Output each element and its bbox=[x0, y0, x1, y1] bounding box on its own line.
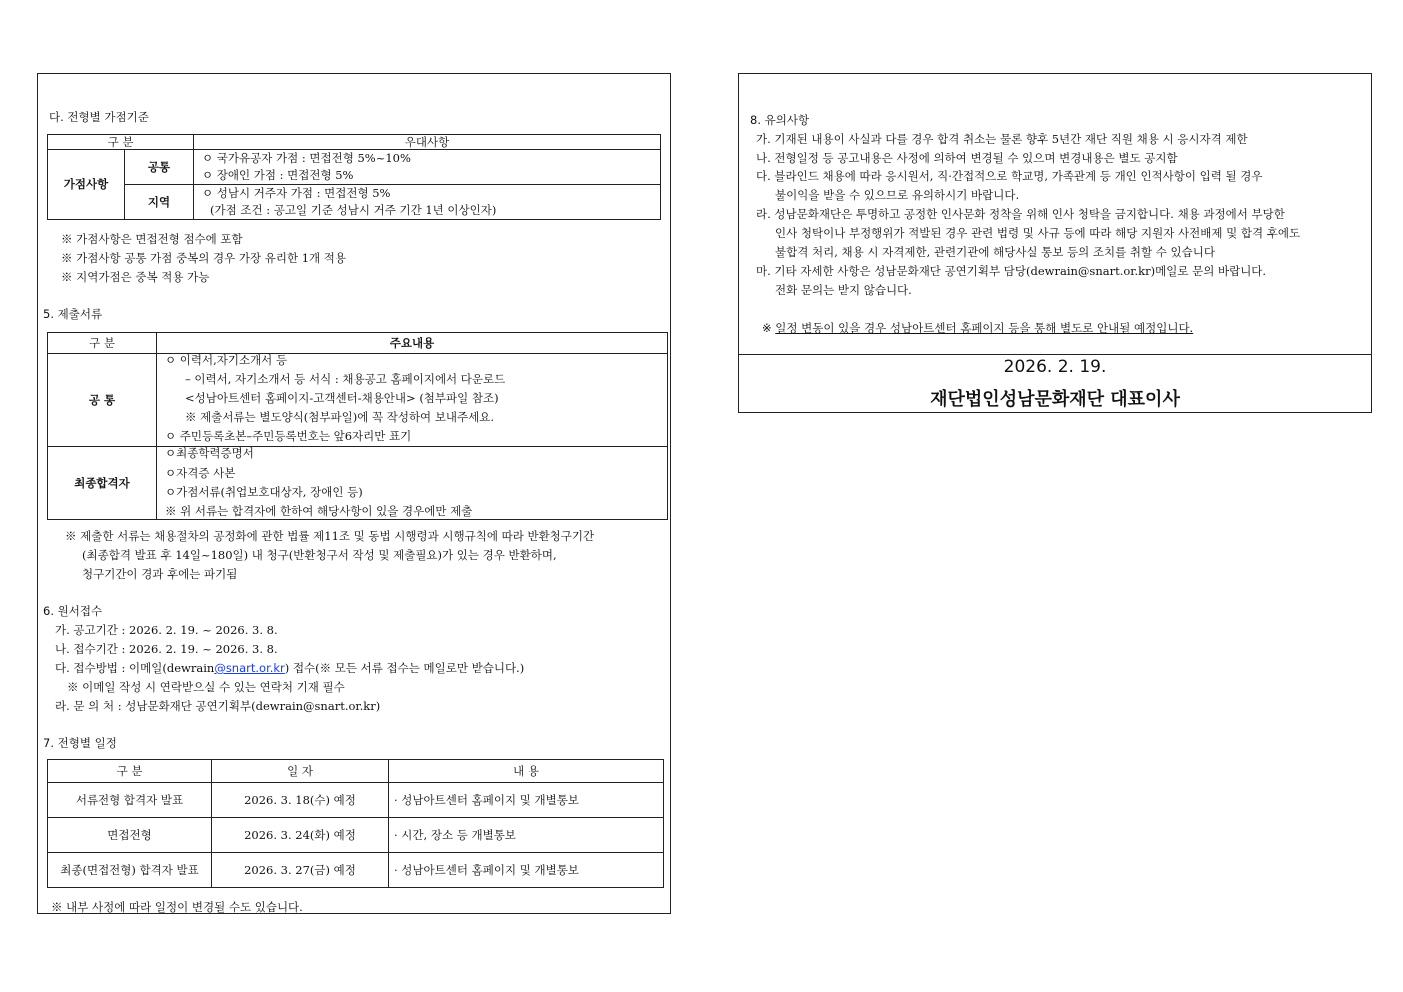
organization-signature: 재단법인성남문화재단 대표이사 bbox=[930, 389, 1180, 410]
bonus-note: ※ 가점사항은 면접전형 점수에 포함 bbox=[61, 232, 243, 246]
section-7-title: 7. 전형별 일정 bbox=[43, 736, 117, 750]
schedule-header-category: 구 분 bbox=[48, 760, 212, 783]
bonus-row-region-content bbox=[194, 185, 661, 220]
receipt-method-text: 다. 접수방법 : 이메일(dewrain bbox=[55, 661, 215, 675]
schedule-row bbox=[48, 853, 664, 888]
schedule-cell-content: · 시간, 장소 등 개별통보 bbox=[389, 818, 664, 853]
docs-note: ※ 제출한 서류는 채용절차의 공정화에 관한 법률 제11조 및 동법 시행령과 시행규칙에 따라 반환청구기간 bbox=[65, 529, 595, 543]
caution-line: 라. 성남문화재단은 투명하고 공정한 인사문화 정착을 위해 인사 청탁을 금지합니다. 채용 과정에서 부당한 bbox=[756, 207, 1285, 221]
docs-common-label: 공 통 bbox=[48, 354, 157, 447]
docs-common-line: ㅇ 이력서,자기소개서 등 bbox=[165, 353, 288, 367]
schedule-cell-date: 2026. 3. 24(화) 예정 bbox=[212, 818, 389, 853]
caution-line: 나. 전형일정 등 공고내용은 사정에 의하여 변경될 수 있으며 변경내용은 별도 공지함 bbox=[756, 151, 1178, 165]
notice-mark: ※ bbox=[762, 321, 776, 335]
section-d-title: 다. 전형별 가점기준 bbox=[49, 110, 149, 124]
receipt-method-text: ) 접수(※ 모든 서류 접수는 메일로만 받습니다.) bbox=[284, 661, 525, 675]
right-page-panel bbox=[738, 73, 1372, 413]
docs-table bbox=[47, 332, 668, 520]
bonus-region-line: ㅇ 성남시 거주자 가점 : 면접전형 5% bbox=[202, 186, 391, 200]
docs-common-line: ※ 제출서류는 별도양식(첨부파일)에 꼭 작성하여 보내주세요. bbox=[185, 410, 495, 424]
docs-header-content: 주요내용 bbox=[157, 333, 668, 354]
bonus-note: ※ 가점사항 공통 가점 중복의 경우 가장 유리한 1개 적용 bbox=[61, 251, 347, 265]
receipt-period-notice: 가. 공고기간 : 2026. 2. 19. ~ 2026. 3. 8. bbox=[55, 623, 278, 637]
caution-line: 인사 청탁이나 부정행위가 적발된 경우 관련 법령 및 사규 등에 따라 해당 지원자 사전배제 및 합격 후에도 bbox=[775, 226, 1301, 240]
schedule-cell-content: · 성남아트센터 홈페이지 및 개별통보 bbox=[389, 783, 664, 818]
bonus-header-category: 구 분 bbox=[48, 135, 194, 150]
receipt-period-apply: 나. 접수기간 : 2026. 2. 19. ~ 2026. 3. 8. bbox=[55, 642, 278, 656]
schedule-cell-category: 최종(면접전형) 합격자 발표 bbox=[48, 853, 212, 888]
left-page-panel bbox=[37, 73, 671, 914]
schedule-cell-content: · 성남아트센터 홈페이지 및 개별통보 bbox=[389, 853, 664, 888]
section-5-title: 5. 제출서류 bbox=[43, 307, 103, 321]
bonus-row-common-content bbox=[194, 150, 661, 185]
docs-note: 청구기간이 경과 후에는 파기됨 bbox=[82, 567, 238, 581]
docs-common-content bbox=[157, 354, 668, 447]
bonus-region-line: (가점 조건 : 공고일 기준 성남시 거주 기간 1년 이상인자) bbox=[210, 203, 497, 217]
docs-final-line: ㅇ최종학력증명서 bbox=[165, 446, 254, 460]
receipt-contact: 라. 문 의 처 : 성남문화재단 공연기획부(dewrain@snart.or.kr) bbox=[55, 699, 381, 713]
notice-text: 일정 변동이 있을 경우 성남아트센터 홈페이지 등을 통해 별도로 안내될 예정입니다. bbox=[775, 321, 1194, 335]
docs-final-content bbox=[157, 447, 668, 520]
section-6-title: 6. 원서접수 bbox=[43, 604, 103, 618]
docs-note: (최종합격 발표 후 14일~180일) 내 청구(반환청구서 작성 및 제출필요)가 있는 경우 반환하며, bbox=[82, 548, 557, 562]
caution-line: 불합격 처리, 채용 시 자격제한, 관련기관에 해당사실 통보 등의 조치를 취할 수 있습니다 bbox=[775, 245, 1215, 259]
caution-line: 전화 문의는 받지 않습니다. bbox=[775, 283, 912, 297]
bonus-row-common-label: 공통 bbox=[125, 150, 194, 185]
docs-final-line: ※ 위 서류는 합격자에 한하여 해당사항이 있을 경우에만 제출 bbox=[165, 504, 473, 518]
schedule-note: ※ 내부 사정에 따라 일정이 변경될 수도 있습니다. bbox=[51, 900, 303, 914]
receipt-method bbox=[55, 661, 524, 675]
docs-final-label: 최종합격자 bbox=[48, 447, 157, 520]
schedule-row bbox=[48, 818, 664, 853]
schedule-table bbox=[47, 759, 664, 888]
bonus-group-label: 가점사항 bbox=[48, 150, 125, 220]
caution-line: 다. 블라인드 채용에 따라 응시원서, 직·간접적으로 학교명, 가족관계 등 개인 인적사항이 입력 될 경우 bbox=[756, 169, 1263, 183]
receipt-method-note: ※ 이메일 작성 시 연락받으실 수 있는 연락처 기재 필수 bbox=[67, 680, 345, 694]
divider bbox=[739, 354, 1371, 355]
schedule-cell-date: 2026. 3. 27(금) 예정 bbox=[212, 853, 389, 888]
bonus-common-line: ㅇ 장애인 가점 : 면접전형 5% bbox=[202, 168, 354, 182]
announcement-date: 2026. 2. 19. bbox=[1003, 357, 1107, 377]
caution-line: 가. 기재된 내용이 사실과 다를 경우 합격 취소는 물론 향후 5년간 재단 직원 채용 시 응시자격 제한 bbox=[756, 132, 1248, 146]
schedule-header-date: 일 자 bbox=[212, 760, 389, 783]
caution-line: 불이익을 받을 수 있으므로 유의하시기 바랍니다. bbox=[775, 188, 1020, 202]
bonus-row-region-label: 지역 bbox=[125, 185, 194, 220]
docs-common-line: <성남아트센터 홈페이지-고객센터-채용안내> (첨부파일 참조) bbox=[185, 391, 499, 405]
bonus-table bbox=[47, 134, 661, 220]
schedule-cell-date: 2026. 3. 18(수) 예정 bbox=[212, 783, 389, 818]
schedule-header-content: 내 용 bbox=[389, 760, 664, 783]
docs-final-line: ㅇ가점서류(취업보호대상자, 장애인 등) bbox=[165, 485, 363, 499]
docs-final-line: ㅇ자격증 사본 bbox=[165, 466, 236, 480]
bonus-header-pref: 우대사항 bbox=[194, 135, 661, 150]
schedule-row bbox=[48, 783, 664, 818]
email-link[interactable]: @snart.or.kr bbox=[214, 661, 285, 675]
section-8-title: 8. 유의사항 bbox=[750, 113, 810, 127]
schedule-cell-category: 서류전형 합격자 발표 bbox=[48, 783, 212, 818]
docs-common-line: ㅇ 주민등록초본–주민등록번호는 앞6자리만 표기 bbox=[165, 429, 412, 443]
bonus-note: ※ 지역가점은 중복 적용 가능 bbox=[61, 270, 210, 284]
schedule-cell-category: 면접전형 bbox=[48, 818, 212, 853]
caution-line: 마. 기타 자세한 사항은 성남문화재단 공연기획부 담당(dewrain@snart.or.kr)메일로 문의 바랍니다. bbox=[756, 264, 1267, 278]
schedule-change-notice bbox=[762, 321, 1193, 335]
docs-header-category: 구 분 bbox=[48, 333, 157, 354]
bonus-common-line: ㅇ 국가유공자 가점 : 면접전형 5%~10% bbox=[202, 151, 411, 165]
docs-common-line: – 이력서, 자기소개서 등 서식 : 채용공고 홈페이지에서 다운로드 bbox=[185, 372, 506, 386]
